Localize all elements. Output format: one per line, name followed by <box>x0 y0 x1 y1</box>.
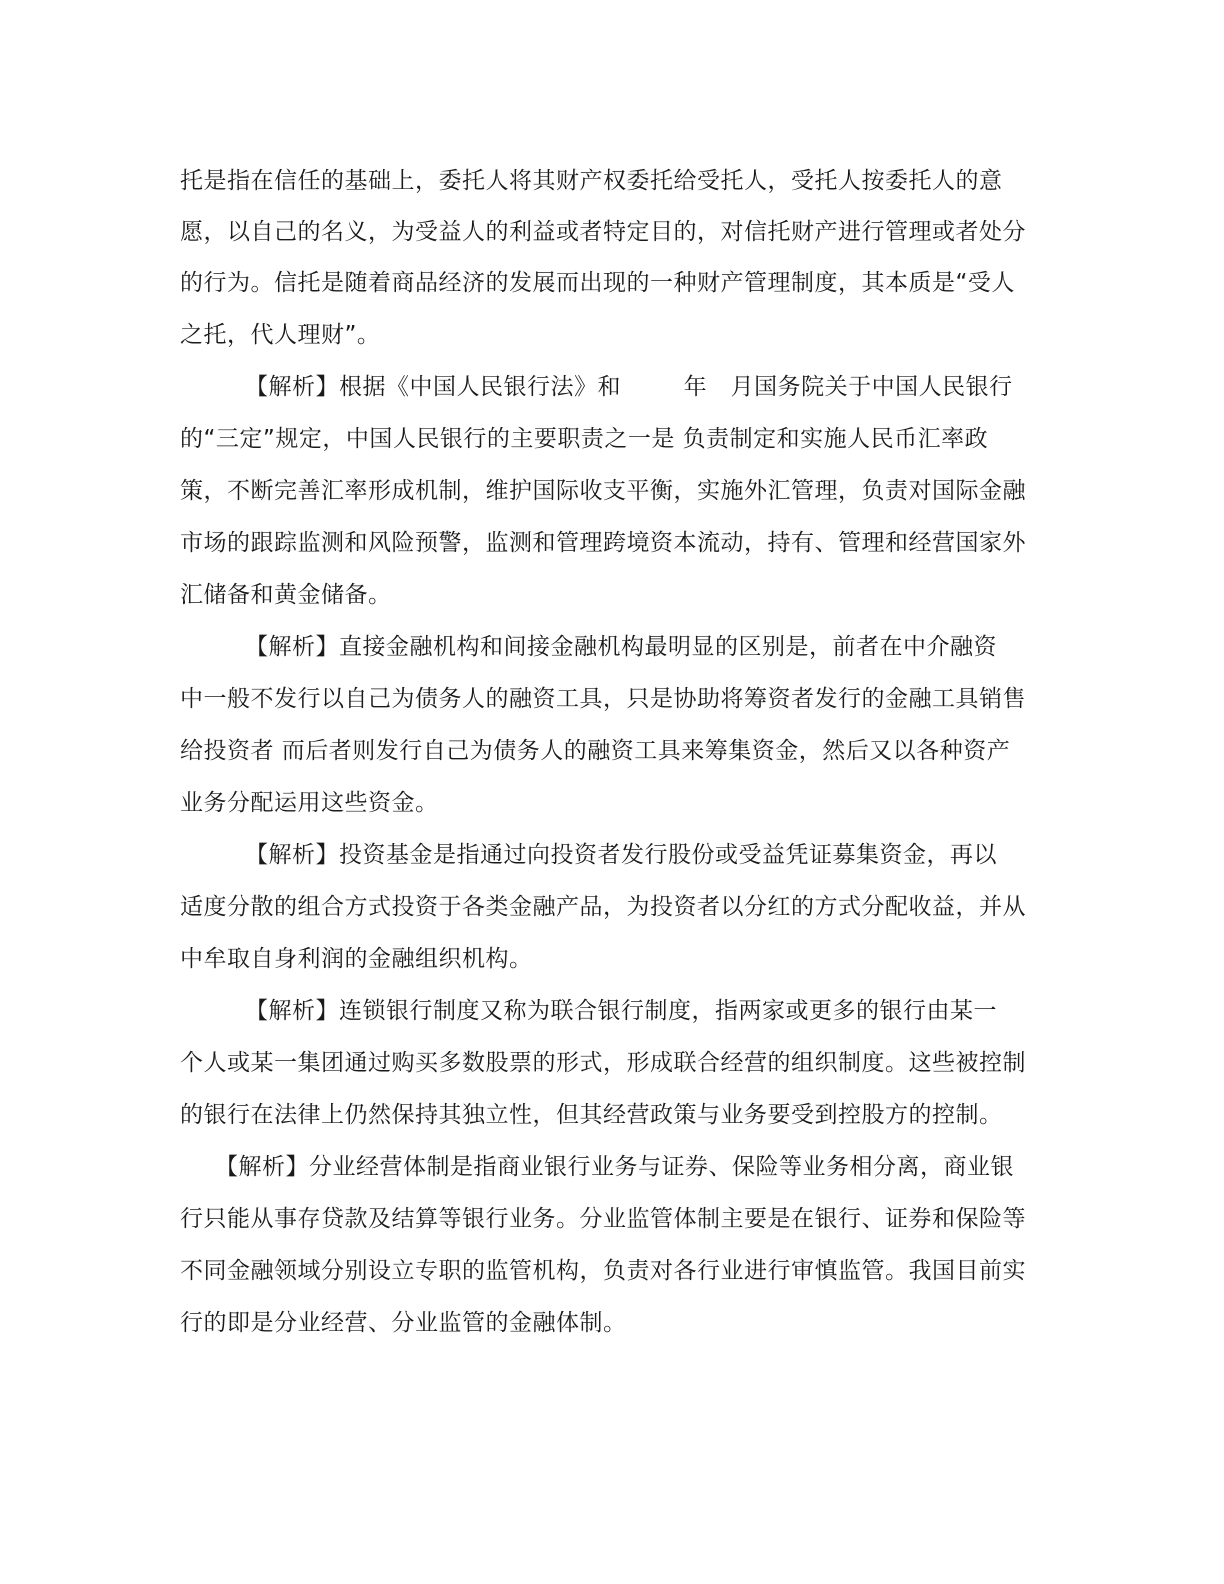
text-line: 愿，以自己的名义，为受益人的利益或者特定目的，对信托财产进行管理或者处分 <box>180 219 1026 245</box>
analysis-paragraph-start: 【解析】直接金融机构和间接金融机构最明显的区别是，前者在中介融资 <box>245 634 997 660</box>
text-line: 策，不断完善汇率形成机制，维护国际收支平衡，实施外汇管理，负责对国际金融 <box>180 478 1026 504</box>
text-line: 的银行在法律上仍然保持其独立性，但其经营政策与业务要受到控股方的控制。 <box>180 1102 1003 1128</box>
analysis-paragraph-start: 【解析】根据《中国人民银行法》和 年 月国务院关于中国人民银行 <box>245 374 1013 400</box>
text-line: 行的即是分业经营、分业监管的金融体制。 <box>180 1310 627 1336</box>
text-line: 之托，代人理财”。 <box>180 322 381 348</box>
text-line: 给投资者 而后者则发行自己为债务人的融资工具来筹集资金，然后又以各种资产 <box>180 738 1011 764</box>
text-line: 的“三定”规定，中国人民银行的主要职责之一是 负责制定和实施人民币汇率政 <box>180 426 989 452</box>
text-line: 适度分散的组合方式投资于各类金融产品，为投资者以分红的方式分配收益，并从 <box>180 894 1026 920</box>
text-line: 行只能从事存贷款及结算等银行业务。分业监管体制主要是在银行、证券和保险等 <box>180 1206 1026 1232</box>
text-line: 不同金融领域分别设立专职的监管机构，负责对各行业进行审慎监管。我国目前实 <box>180 1258 1026 1284</box>
text-line: 的行为。信托是随着商品经济的发展而出现的一种财产管理制度，其本质是“受人 <box>180 270 1015 296</box>
text-line: 托是指在信任的基础上，委托人将其财产权委托给受托人，受托人按委托人的意 <box>180 168 1003 194</box>
text-line: 汇储备和黄金储备。 <box>180 582 392 608</box>
text-line: 中牟取自身利润的金融组织机构。 <box>180 946 533 972</box>
text-line: 业务分配运用这些资金。 <box>180 790 439 816</box>
analysis-paragraph-start: 【解析】连锁银行制度又称为联合银行制度，指两家或更多的银行由某一 <box>245 998 997 1024</box>
analysis-paragraph-start: 【解析】投资基金是指通过向投资者发行股份或受益凭证募集资金，再以 <box>245 842 997 868</box>
text-line: 市场的跟踪监测和风险预警，监测和管理跨境资本流动，持有、管理和经营国家外 <box>180 530 1026 556</box>
text-line: 个人或某一集团通过购买多数股票的形式，形成联合经营的组织制度。这些被控制 <box>180 1050 1026 1076</box>
text-line: 中一般不发行以自己为债务人的融资工具，只是协助将筹资者发行的金融工具销售 <box>180 686 1026 712</box>
analysis-paragraph-start: 【解析】分业经营体制是指商业银行业务与证券、保险等业务相分离，商业银 <box>215 1154 1014 1180</box>
